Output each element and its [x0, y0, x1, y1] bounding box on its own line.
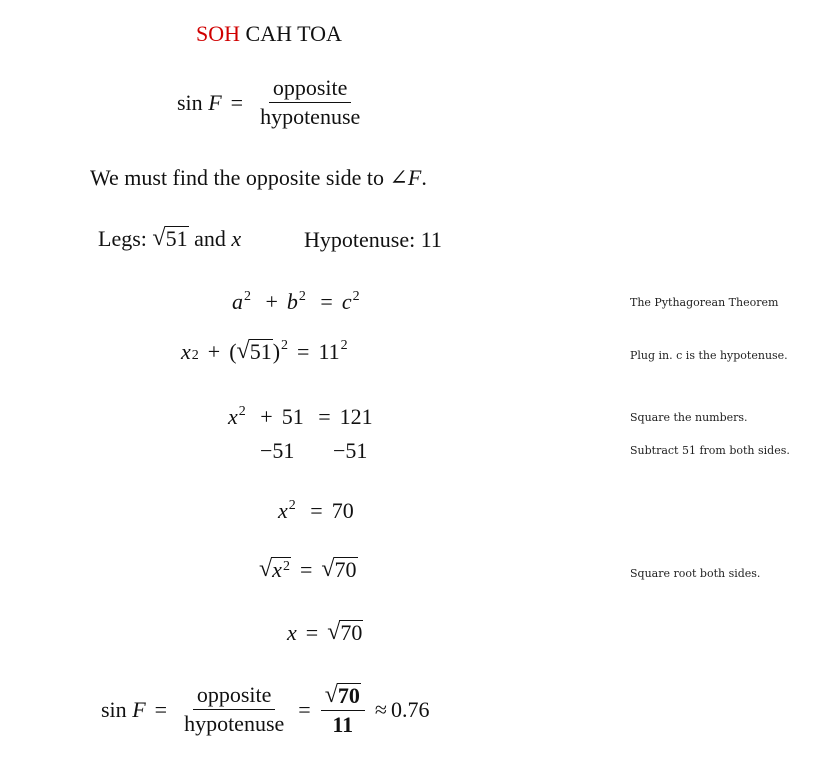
- numerator: [321, 683, 365, 711]
- sqrt-icon: √: [152, 225, 166, 251]
- note-step-6: Square root both sides.: [630, 567, 761, 580]
- radicand: 51: [249, 339, 272, 364]
- angle-var: F: [208, 89, 222, 115]
- fifty-one: 51: [281, 404, 304, 429]
- var-c: c: [341, 289, 352, 314]
- sqrt-x-squared: [259, 557, 291, 581]
- final-answer: [101, 683, 429, 736]
- exp: 2: [281, 338, 289, 353]
- title-rest: CAH TOA: [245, 21, 342, 46]
- decimal-result: 0.76: [390, 696, 430, 722]
- one-twenty-one: 121: [339, 404, 373, 429]
- step-square: [228, 405, 373, 428]
- note-step-3: Square the numbers.: [630, 411, 748, 424]
- sqrt-icon: √: [324, 682, 338, 708]
- eleven: 11: [318, 339, 340, 364]
- step-sqrt-both: [259, 557, 358, 581]
- step-simplified: [278, 499, 354, 522]
- plus: +: [260, 404, 273, 429]
- equals: =: [310, 498, 323, 523]
- equals: =: [299, 557, 313, 582]
- radicand: [271, 557, 291, 581]
- exp: 2: [238, 404, 246, 419]
- sqrt-70: [321, 557, 357, 581]
- equals: =: [298, 696, 311, 722]
- step-plug-in: [181, 339, 348, 363]
- plus: +: [207, 339, 221, 364]
- instruction-sentence: We must find the opposite side to: [90, 165, 390, 190]
- equals: =: [230, 89, 244, 115]
- exp: 2: [288, 498, 296, 513]
- sin-definition: [177, 77, 368, 128]
- exp: 2: [352, 289, 360, 304]
- angle-symbol: ∠: [389, 165, 408, 190]
- step-pythagorean: [232, 290, 360, 313]
- step-solution: [287, 620, 363, 644]
- legs-label: Legs:: [98, 226, 147, 251]
- sqrt-icon: √: [327, 619, 341, 645]
- equals: =: [154, 696, 168, 722]
- sqrt-70: [325, 683, 361, 707]
- sin-func: sin: [101, 696, 127, 722]
- denominator: hypotenuse: [260, 104, 361, 129]
- hyp-value: 11: [420, 227, 442, 252]
- instruction-text: [90, 167, 427, 189]
- var-x: x: [287, 620, 297, 645]
- sqrt-icon: √: [259, 556, 273, 582]
- sqrt-icon: √: [321, 556, 335, 582]
- equals: =: [305, 620, 319, 645]
- sin-func: sin: [177, 89, 203, 115]
- angle-var: F: [132, 696, 146, 722]
- sqrt-51: [152, 226, 188, 250]
- radicand: 51: [165, 226, 188, 251]
- step-subtract-rhs: −51: [333, 438, 368, 463]
- leg-x: x: [231, 226, 242, 251]
- equals: =: [320, 289, 333, 314]
- hyp-label: Hypotenuse:: [304, 227, 416, 252]
- var-a: a: [232, 289, 243, 314]
- period: .: [421, 165, 427, 190]
- hypotenuse-line: [304, 229, 442, 251]
- sqrt-icon: √: [236, 338, 250, 364]
- denominator: hypotenuse: [184, 711, 285, 736]
- title-soh-cah-toa: [196, 23, 342, 45]
- var-x: x: [272, 557, 282, 582]
- value-fraction: [321, 683, 365, 736]
- and-word: and: [194, 226, 226, 251]
- exp: 2: [191, 348, 199, 363]
- approx-symbol: ≈: [374, 696, 387, 722]
- radicand: 70: [340, 620, 363, 645]
- equals: =: [297, 339, 310, 364]
- radicand: 70: [337, 683, 360, 708]
- var-x: x: [278, 498, 288, 523]
- exp: 2: [340, 338, 348, 353]
- denominator: 11: [332, 712, 354, 737]
- numerator: opposite: [269, 77, 352, 103]
- angle-var: F: [407, 165, 422, 190]
- var-x: x: [181, 339, 191, 364]
- equals: =: [318, 404, 331, 429]
- step-subtract-lhs: −51: [260, 438, 295, 463]
- exp: 2: [282, 559, 290, 574]
- plus: +: [265, 289, 278, 314]
- fraction: [256, 77, 364, 128]
- legs-line: [98, 226, 241, 250]
- lparen: (: [229, 339, 237, 364]
- ratio-fraction: [180, 684, 288, 735]
- sqrt-51: [237, 339, 273, 363]
- numerator: opposite: [193, 684, 276, 710]
- radicand: 70: [334, 557, 357, 582]
- note-step-2: Plug in. c is the hypotenuse.: [630, 349, 788, 362]
- rparen: ): [272, 339, 281, 364]
- note-step-4: Subtract 51 from both sides.: [630, 444, 790, 457]
- seventy: 70: [331, 498, 354, 523]
- exp: 2: [298, 289, 306, 304]
- var-x: x: [228, 404, 238, 429]
- var-b: b: [286, 289, 298, 314]
- note-step-1: The Pythagorean Theorem: [630, 296, 779, 309]
- sqrt-70: [327, 620, 363, 644]
- exp: 2: [244, 289, 251, 304]
- title-soh: SOH: [196, 21, 241, 46]
